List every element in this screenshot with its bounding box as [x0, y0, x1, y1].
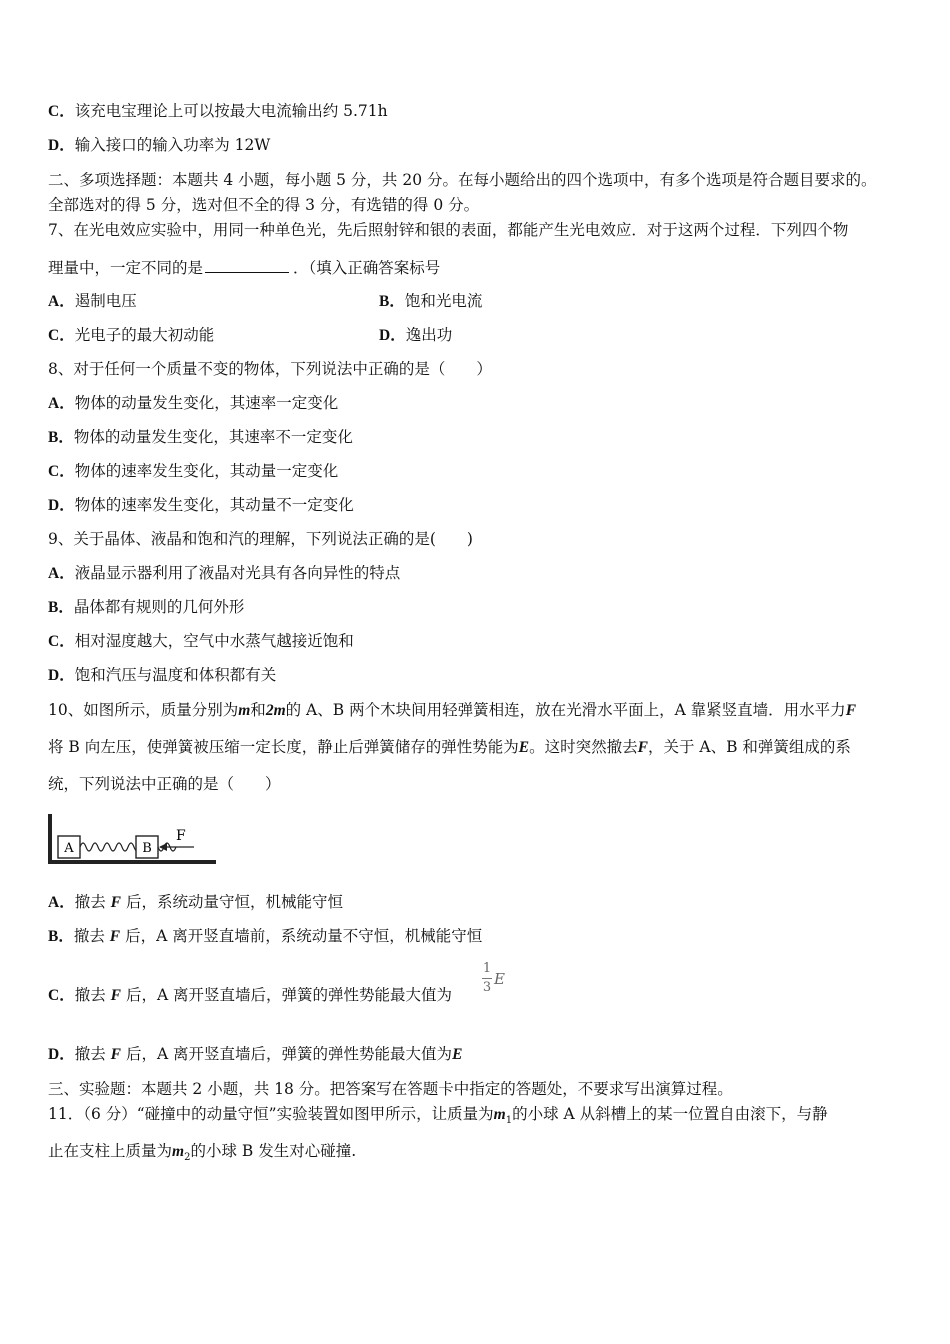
q7-option-d [379, 325, 452, 346]
floor [48, 860, 216, 864]
option-text: 后，A 离开竖直墙后，弹簧的弹性势能最大值为 [125, 1045, 453, 1063]
option-label: A． [48, 395, 75, 412]
var-E: E [494, 969, 505, 988]
var-F: F [110, 987, 121, 1004]
q11-text: 的小球 B 发生对心碰撞. [190, 1142, 357, 1160]
option-label: A． [48, 565, 75, 582]
option-label: C． [48, 463, 75, 480]
subscript: 2 [184, 1152, 191, 1164]
q9-stem: 9、关于晶体、液晶和饱和汽的理解，下列说法正确的是( ) [48, 530, 473, 548]
option-text: 逸出功 [405, 326, 453, 344]
q8-option-b [48, 427, 353, 448]
option-label: B． [48, 599, 74, 616]
q10-text: 将 B 向左压，使弹簧被压缩一定长度，静止后弹簧储存的弹性势能为 [48, 738, 519, 756]
option-text: 晶体都有规则的几何外形 [73, 598, 245, 616]
q10-text: 和 [250, 701, 266, 719]
section2-heading-line1: 二、多项选择题：本题共 4 小题，每小题 5 分，共 20 分。在每小题给出的四个选项中，有多个选项是符合题目要求的。 [48, 171, 877, 189]
var-E: E [518, 739, 530, 756]
q10-option-b [48, 926, 482, 947]
option-text: 后，系统动量守恒，机械能守恒 [125, 893, 343, 911]
option-label: B． [379, 293, 405, 310]
option-text: 物体的动量发生变化，其速率不一定变化 [73, 428, 353, 446]
option-text: 该充电宝理论上可以按最大电流输出约 5.71h [74, 102, 388, 120]
q11-text: 止在支柱上质量为 [48, 1142, 173, 1160]
q8-option-a [48, 393, 338, 414]
q9-option-a [48, 563, 400, 584]
option-text: 后，A 离开竖直墙前，系统动量不守恒，机械能守恒 [125, 927, 483, 945]
option-label: D． [48, 497, 75, 514]
q7-stem-line1: 7、在光电效应实验中，用同一种单色光，先后照射锌和银的表面，都能产生光电效应．对于这两个过程．下列四个物 [48, 221, 849, 239]
q9-option-d [48, 665, 276, 686]
q10-option-d [48, 1044, 462, 1065]
fraction-one-third-E [478, 962, 505, 995]
option-label: D． [379, 327, 406, 344]
option-text: 输入接口的输入功率为 12W [74, 136, 271, 154]
q10-option-a [48, 892, 343, 913]
var-m: m [493, 1106, 506, 1123]
option-text: 撤去 [74, 986, 106, 1004]
q9-option-b [48, 597, 244, 618]
numerator: 1 [482, 961, 492, 976]
subscript: 1 [505, 1115, 513, 1127]
q11-text: 11．（6 分）“碰撞中的动量守恒”实验装置如图甲所示，让质量为 [48, 1105, 494, 1123]
q10-text: ，关于 A、B 和弹簧组成的系 [647, 738, 851, 756]
var-E: E [452, 1046, 463, 1063]
option-label: C． [48, 987, 75, 1004]
q11-stem-line2 [48, 1141, 356, 1168]
option-label: C． [48, 327, 75, 344]
q10-stem-line3: 统，下列说法中正确的是（ ） [48, 775, 281, 793]
option-text: 遏制电压 [74, 292, 137, 310]
q10-text: 。这时突然撤去 [529, 738, 638, 756]
q7-stem-line2 [48, 257, 440, 278]
option-label: D． [48, 137, 75, 154]
q9-option-c [48, 631, 354, 652]
option-text: 饱和汽压与温度和体积都有关 [74, 666, 277, 684]
option-text: 撤去 [73, 927, 105, 945]
denominator: 3 [482, 980, 492, 995]
option-text: 饱和光电流 [404, 292, 483, 310]
option-label: B． [48, 429, 74, 446]
var-F: F [110, 894, 121, 911]
option-text: 后，A 离开竖直墙后，弹簧的弹性势能最大值为 [125, 986, 453, 1004]
q7-option-b [379, 291, 482, 312]
block-b-label: B [142, 841, 152, 856]
var-F: F [845, 702, 857, 719]
fraction [482, 962, 492, 995]
q10-option-c [48, 985, 452, 1006]
var-F: F [110, 1046, 121, 1063]
option-label: C． [48, 633, 75, 650]
q10-text: 的 A、B 两个木块间用轻弹簧相连，放在光滑水平面上，A 靠紧竖直墙．用水平力 [285, 701, 846, 719]
option-text: 相对湿度越大，空气中水蒸气越接近饱和 [74, 632, 354, 650]
option-text: 物体的速率发生变化，其动量一定变化 [74, 462, 339, 480]
option-label: D． [48, 1046, 75, 1063]
option-label: A． [48, 293, 75, 310]
option-text: 光电子的最大初动能 [74, 326, 215, 344]
var-F: F [637, 739, 648, 756]
option-label: A． [48, 894, 75, 911]
q11-text: 的小球 A 从斜槽上的某一位置自由滚下，与静 [512, 1105, 828, 1123]
q8-option-d [48, 495, 354, 516]
q11-stem-line1 [48, 1104, 828, 1131]
var-m: m [172, 1143, 185, 1160]
q10-stem-line2 [48, 737, 851, 758]
wall [48, 814, 52, 864]
option-label: D． [48, 667, 75, 684]
var-m: m [238, 702, 251, 719]
var-2m: 2m [265, 702, 286, 719]
option-text: 撤去 [74, 893, 106, 911]
option-label: B． [48, 928, 74, 945]
option-text: 撤去 [74, 1045, 106, 1063]
q6-option-d [48, 135, 270, 156]
q7-stem-text: 理量中，一定不同的是 [48, 259, 204, 277]
q6-option-c [48, 101, 388, 122]
spring-blocks-figure [46, 812, 218, 868]
force-label: F [176, 828, 186, 844]
q8-stem: 8、对于任何一个质量不变的物体，下列说法中正确的是（ ） [48, 360, 492, 378]
section3-heading: 三、实验题：本题共 2 小题，共 18 分。把答案写在答题卡中指定的答题处，不要求写出演算过程。 [48, 1080, 733, 1098]
var-F: F [109, 928, 121, 945]
option-text: 物体的动量发生变化，其速率一定变化 [74, 394, 339, 412]
option-text: 物体的速率发生变化，其动量不一定变化 [74, 496, 354, 514]
option-label: C． [48, 103, 75, 120]
block-a-label: A [64, 841, 74, 856]
answer-blank[interactable] [205, 257, 289, 273]
section2-heading-line2: 全部选对的得 5 分，选对但不全的得 3 分，有选错的得 0 分。 [48, 196, 480, 214]
q7-option-c [48, 325, 214, 346]
q10-stem-line1 [48, 700, 856, 721]
option-text: 液晶显示器利用了液晶对光具有各向异性的特点 [74, 564, 401, 582]
fraction-bar [482, 978, 492, 979]
q7-stem-text-tail: ．（填入正确答案标号 [293, 259, 441, 277]
q8-option-c [48, 461, 338, 482]
q7-option-a [48, 291, 137, 312]
q10-text: 10、如图所示，质量分别为 [48, 701, 239, 719]
